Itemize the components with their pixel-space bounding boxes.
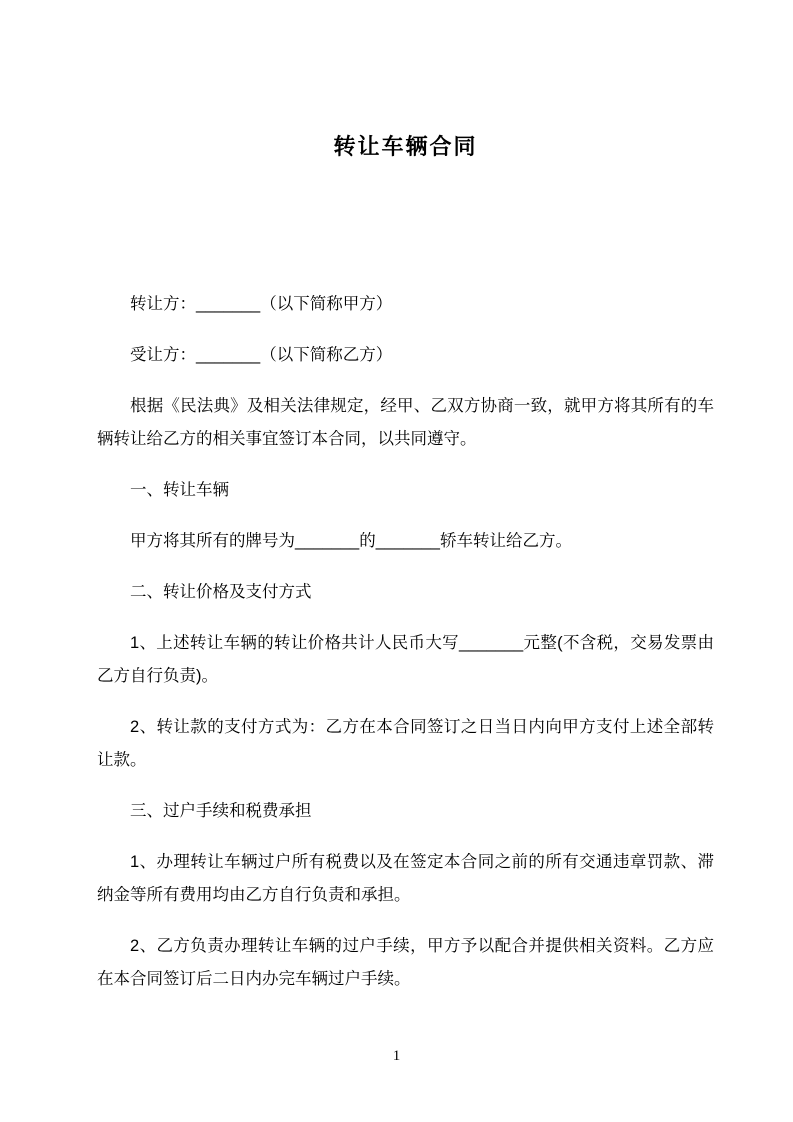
- clause-1-1: 甲方将其所有的牌号为_______的_______轿车转让给乙方。: [130, 532, 572, 550]
- preamble-paragraph: 根据《民法典》及相关法律规定，经甲、乙双方协商一致，就甲方将其所有的车辆转让给乙方的相关事宜签订本合同，以共同遵守。: [97, 397, 714, 448]
- page-number: 1: [392, 1048, 401, 1064]
- clause-2-2: 2、转让款的支付方式为：乙方在本合同签订之日当日内向甲方支付上述全部转让款。: [97, 718, 714, 769]
- section-2-heading: 二、转让价格及支付方式: [130, 583, 312, 601]
- section-3-heading: 三、过户手续和税费承担: [130, 802, 312, 820]
- section-1-heading: 一、转让车辆: [130, 481, 229, 499]
- clause-3-2: 2、乙方负责办理转让车辆的过户手续，甲方予以配合并提供相关资料。乙方应在本合同签订后二日内办完车辆过户手续。: [97, 937, 714, 988]
- clause-3-1: 1、办理转让车辆过户所有税费以及在签定本合同之前的所有交通违章罚款、滞纳金等所有费用均由乙方自行负责和承担。: [97, 853, 714, 904]
- clause-2-1: 1、上述转让车辆的转让价格共计人民币大写_______元整(不含税，交易发票由乙方自行负责)。: [97, 634, 714, 685]
- document-title: 转让车辆合同: [333, 134, 478, 159]
- party-line-transferor: 转让方：_______（以下简称甲方）: [130, 295, 393, 313]
- party-line-transferee: 受让方：_______（以下简称乙方）: [130, 346, 393, 364]
